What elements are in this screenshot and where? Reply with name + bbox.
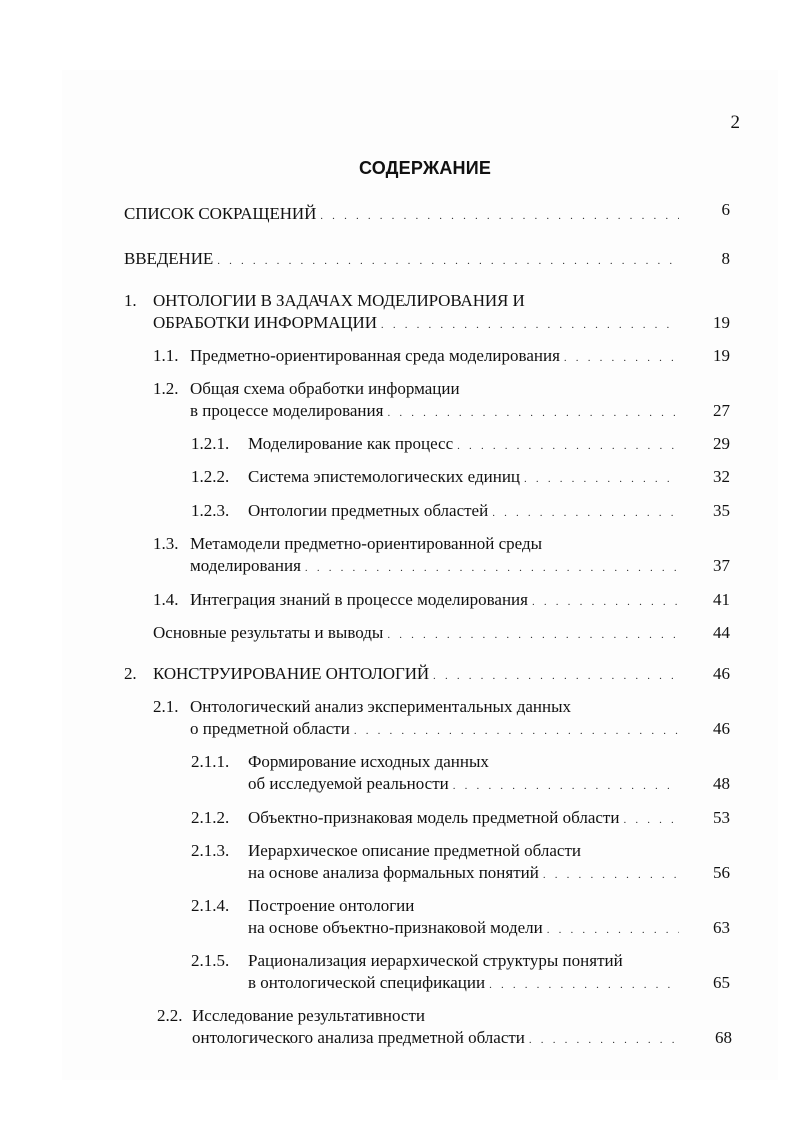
toc-entry[interactable] bbox=[153, 378, 681, 424]
dot-leader bbox=[217, 250, 679, 272]
toc-entry-page-wrap bbox=[700, 773, 730, 795]
toc-entry[interactable] bbox=[191, 500, 681, 524]
toc-entry-title: Общая схема обработки информации bbox=[190, 379, 460, 398]
toc-entry-title: об исследуемой реальности bbox=[248, 774, 449, 793]
toc-entry[interactable] bbox=[153, 622, 681, 646]
dot-leader bbox=[453, 775, 679, 797]
toc-entry-page-wrap bbox=[700, 663, 730, 685]
toc-entry-title: Интеграция знаний в процессе моделирования bbox=[190, 590, 528, 609]
toc-entry-page: 63 bbox=[713, 918, 730, 937]
toc-entry-page-wrap bbox=[700, 400, 730, 422]
toc-entry-page: 19 bbox=[713, 346, 730, 365]
toc-entry-page: 44 bbox=[713, 623, 730, 642]
toc-entry-title: ВВЕДЕНИЕ bbox=[124, 249, 214, 268]
dot-leader bbox=[564, 347, 679, 369]
toc-entry-title: в онтологической спецификации bbox=[248, 973, 486, 992]
dot-leader bbox=[489, 974, 679, 996]
toc-entry-title: онтологического анализа предметной области bbox=[192, 1028, 525, 1047]
dot-leader bbox=[529, 1029, 679, 1051]
toc-entry-page: 37 bbox=[713, 556, 730, 575]
toc-entry[interactable] bbox=[124, 290, 681, 336]
toc-entry-page: 19 bbox=[713, 313, 730, 332]
dot-leader bbox=[532, 591, 679, 613]
toc-entry-number: 2.2. bbox=[157, 1006, 183, 1025]
toc-entry-page-wrap bbox=[700, 466, 730, 488]
toc-entry-page: 35 bbox=[713, 501, 730, 520]
toc-entry-title: Иерархическое описание предметной области bbox=[248, 841, 581, 860]
toc-entry-number: 2.1.5. bbox=[191, 951, 230, 970]
toc-entry-page: 32 bbox=[713, 467, 730, 486]
toc-entry-title: Предметно-ориентированная среда моделирования bbox=[190, 346, 560, 365]
toc-entry-title: КОНСТРУИРОВАНИЕ ОНТОЛОГИЙ bbox=[153, 664, 430, 683]
toc-entry-number: 1.1. bbox=[153, 346, 179, 365]
dot-leader bbox=[543, 864, 679, 886]
toc-entry-number: 1. bbox=[124, 291, 137, 310]
toc-entry[interactable] bbox=[191, 895, 681, 941]
toc-entry-page-wrap bbox=[700, 248, 730, 270]
toc-entry-page-wrap bbox=[700, 312, 730, 334]
toc-entry-number: 1.4. bbox=[153, 590, 179, 609]
toc-entry-page-wrap bbox=[700, 345, 730, 367]
toc-entry-title: Метамодели предметно-ориентированной среды bbox=[190, 534, 543, 553]
toc-entry-page-wrap bbox=[700, 555, 730, 577]
toc-entry[interactable] bbox=[124, 248, 681, 272]
toc-entry[interactable] bbox=[191, 840, 681, 886]
toc-entry[interactable] bbox=[191, 950, 681, 996]
toc-entry-title: на основе анализа формальных понятий bbox=[248, 863, 539, 882]
dot-leader bbox=[320, 205, 679, 227]
toc-entry-title: Рационализация иерархической структуры понятий bbox=[248, 951, 623, 970]
toc-entry-page-wrap bbox=[700, 807, 730, 829]
dot-leader bbox=[492, 502, 679, 524]
toc-entry[interactable] bbox=[191, 466, 681, 490]
toc-entry-number: 1.2.1. bbox=[191, 434, 230, 453]
toc-entry-number: 2.1.3. bbox=[191, 841, 230, 860]
toc-entry-page: 65 bbox=[713, 973, 730, 992]
toc-entry[interactable] bbox=[153, 696, 681, 742]
toc-entry-page-wrap bbox=[700, 972, 730, 994]
toc-entry-page-wrap bbox=[702, 1027, 732, 1049]
toc-entry-page-wrap bbox=[700, 433, 730, 455]
toc-entry-page: 53 bbox=[713, 808, 730, 827]
toc-entry-title: Объектно-признаковая модель предметной области bbox=[248, 808, 620, 827]
dot-leader bbox=[381, 314, 679, 336]
toc-entry-title: Система эпистемологических единиц bbox=[248, 467, 521, 486]
toc-entry-title: Исследование результативности bbox=[192, 1006, 426, 1025]
toc-entry-title: ОНТОЛОГИИ В ЗАДАЧАХ МОДЕЛИРОВАНИЯ И bbox=[153, 291, 525, 310]
toc-entry-number: 2.1. bbox=[153, 697, 179, 716]
toc-entry-title: СПИСОК СОКРАЩЕНИЙ bbox=[124, 204, 317, 223]
toc-entry-number: 2.1.4. bbox=[191, 896, 230, 915]
toc-entry-title: Онтологии предметных областей bbox=[248, 501, 489, 520]
dot-leader bbox=[387, 624, 679, 646]
toc-entry[interactable] bbox=[191, 807, 681, 831]
toc-entry[interactable] bbox=[153, 345, 681, 369]
page-number: 2 bbox=[730, 112, 740, 133]
toc-entry-title: Формирование исходных данных bbox=[248, 752, 489, 771]
toc-entry-page-wrap bbox=[700, 500, 730, 522]
toc-entry-page: 6 bbox=[721, 200, 730, 219]
toc-entry-page-wrap bbox=[700, 622, 730, 644]
toc-entry-page: 46 bbox=[713, 719, 730, 738]
toc-entry[interactable] bbox=[153, 589, 681, 613]
toc-entry-number: 1.2. bbox=[153, 379, 179, 398]
toc-entry-page: 8 bbox=[721, 249, 730, 268]
dot-leader bbox=[547, 919, 679, 941]
toc-entry-page: 41 bbox=[713, 590, 730, 609]
dot-leader bbox=[387, 402, 679, 424]
toc-entry-number: 2.1.1. bbox=[191, 752, 230, 771]
toc-entry-page: 27 bbox=[713, 401, 730, 420]
dot-leader bbox=[524, 468, 679, 490]
toc-title: СОДЕРЖАНИЕ bbox=[358, 158, 492, 178]
toc-entry-number: 2. bbox=[124, 664, 137, 683]
toc-entry-number: 1.2.3. bbox=[191, 501, 230, 520]
toc-entry-page-wrap bbox=[700, 917, 730, 939]
toc-entry-number: 2.1.2. bbox=[191, 808, 230, 827]
toc-entry[interactable] bbox=[124, 203, 681, 227]
toc-entry-title: Онтологический анализ экспериментальных данных bbox=[190, 697, 572, 716]
toc-entry-page: 29 bbox=[713, 434, 730, 453]
toc-entry-page: 48 bbox=[713, 774, 730, 793]
toc-entry[interactable] bbox=[191, 751, 681, 797]
toc-entry-page-wrap bbox=[700, 199, 730, 221]
toc-entry-title: Основные результаты и выводы bbox=[153, 623, 384, 642]
toc-entry[interactable] bbox=[153, 533, 681, 579]
toc-entry-page-wrap bbox=[700, 589, 730, 611]
dot-leader bbox=[305, 557, 679, 579]
toc-entry[interactable] bbox=[191, 433, 681, 457]
dot-leader bbox=[623, 809, 679, 831]
toc-entry-title: на основе объектно-признаковой модели bbox=[248, 918, 543, 937]
toc-entry-page-wrap bbox=[700, 718, 730, 740]
dot-leader bbox=[433, 665, 679, 687]
toc-entry-title: Построение онтологии bbox=[248, 896, 415, 915]
toc-entry-number: 1.3. bbox=[153, 534, 179, 553]
toc-entry-title: о предметной области bbox=[190, 719, 350, 738]
toc-entry-title: в процессе моделирования bbox=[190, 401, 384, 420]
toc-entry-page: 56 bbox=[713, 863, 730, 882]
toc-entry-page-wrap bbox=[700, 862, 730, 884]
toc-entry-number: 1.2.2. bbox=[191, 467, 230, 486]
toc-entry-title: Моделирование как процесс bbox=[248, 434, 454, 453]
toc-entry[interactable] bbox=[124, 663, 681, 687]
toc-entry[interactable] bbox=[157, 1005, 681, 1051]
toc-entry-title: ОБРАБОТКИ ИНФОРМАЦИИ bbox=[153, 313, 377, 332]
dot-leader bbox=[354, 720, 679, 742]
dot-leader bbox=[457, 435, 679, 457]
toc-entry-title: моделирования bbox=[190, 556, 301, 575]
toc-entry-page: 68 bbox=[715, 1028, 732, 1047]
toc-entry-page: 46 bbox=[713, 664, 730, 683]
